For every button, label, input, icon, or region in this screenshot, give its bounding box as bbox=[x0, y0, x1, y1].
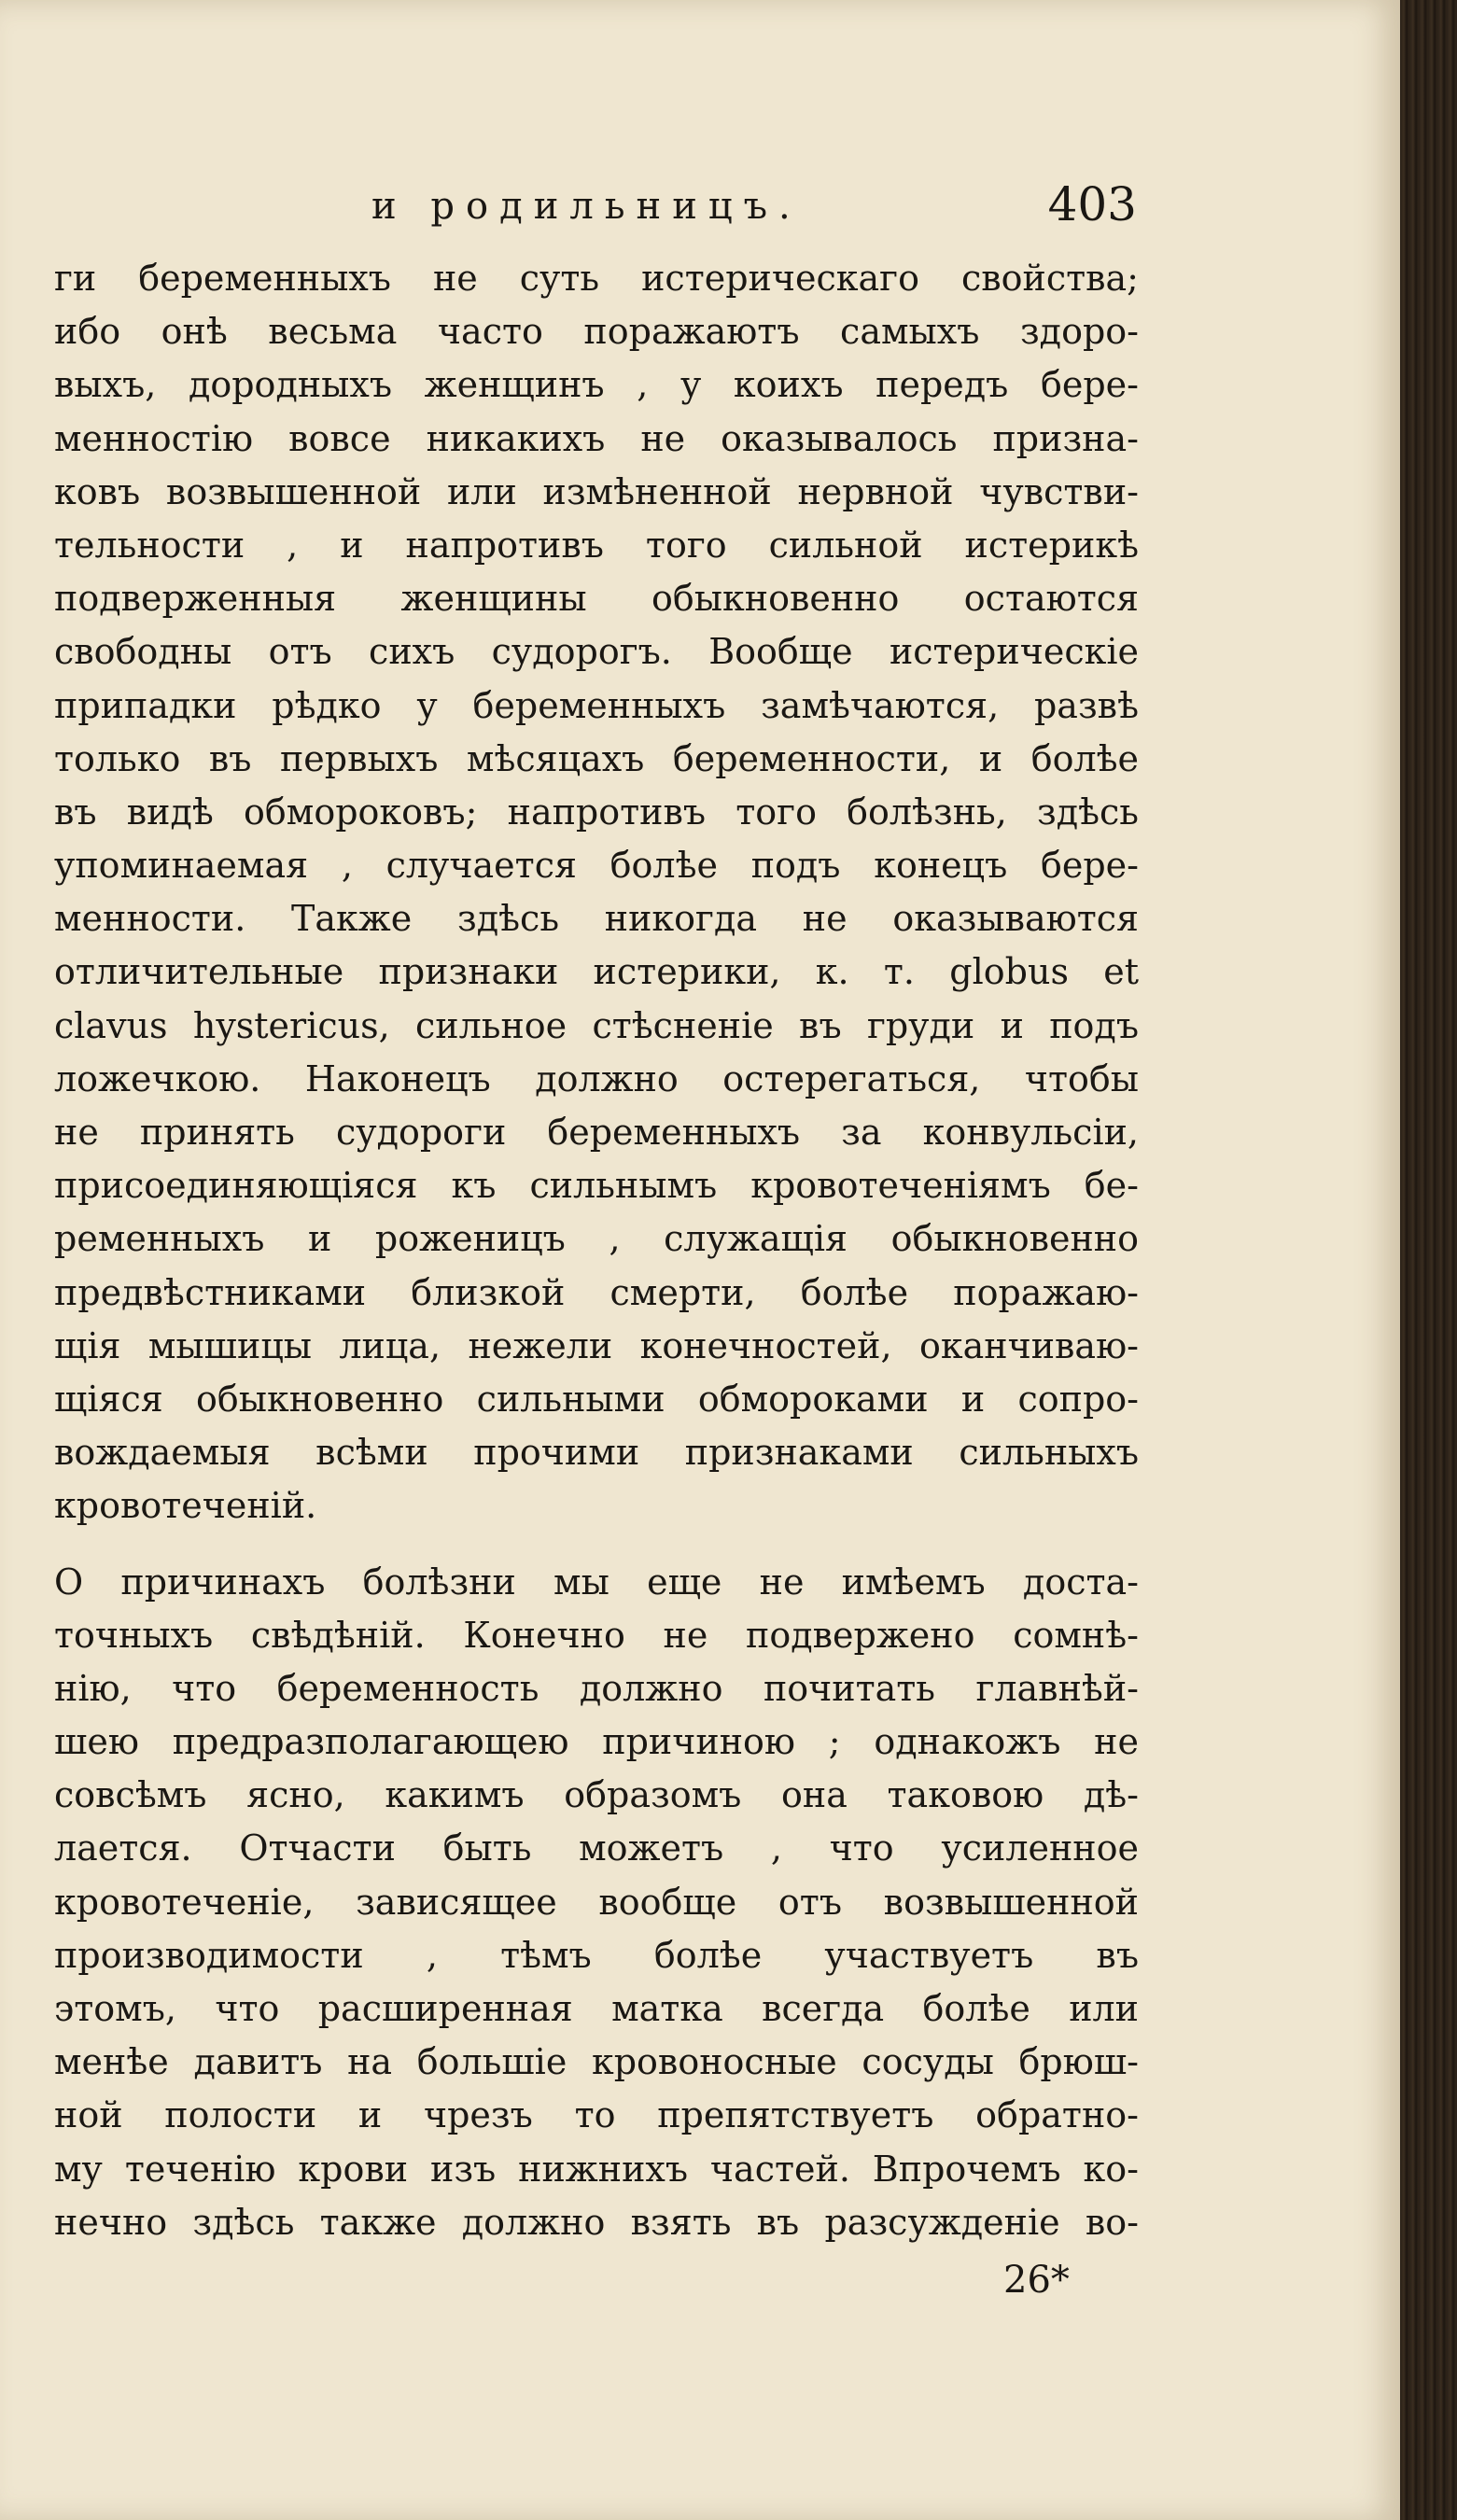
text-line: менности. Также здѣсь никогда не оказываются bbox=[54, 898, 1139, 940]
text-line: этомъ, что расширенная матка всегда болѣе или bbox=[54, 1988, 1139, 2029]
paragraph-2 bbox=[54, 1556, 1139, 2249]
text-line: кровотеченіе, зависящее вообще отъ возвышенной bbox=[54, 1881, 1139, 1923]
text-line: ложечкою. Наконецъ должно остерегаться, чтобы bbox=[54, 1057, 1139, 1099]
text-line: производимости , тѣмъ болѣе участвуетъ въ bbox=[54, 1934, 1139, 1976]
text-line: менѣе давитъ на большіе кровоносные сосуды брюш- bbox=[54, 2041, 1139, 2083]
text-line: менностію вовсе никакихъ не оказывалось призна- bbox=[54, 417, 1139, 459]
text-line: ковъ возвышенной или измѣненной нервной чувстви- bbox=[54, 470, 1139, 512]
text-line: ной полости и чрезъ то препятствуетъ обратно- bbox=[54, 2094, 1139, 2136]
text-line: О причинахъ болѣзни мы еще не имѣемъ доста- bbox=[54, 1561, 1139, 1603]
text-line: только въ первыхъ мѣсяцахъ беременности, и болѣе bbox=[54, 737, 1139, 779]
text-line: щія мышицы лица, нежели конечностей, оканчиваю- bbox=[54, 1324, 1139, 1366]
text-line: му теченію крови изъ нижнихъ частей. Впрочемъ ко- bbox=[54, 2148, 1139, 2190]
text-line: выхъ, дородныхъ женщинъ , у коихъ передъ бере- bbox=[54, 364, 1139, 406]
text-line: точныхъ свѣдѣній. Конечно не подвержено сомнѣ- bbox=[54, 1614, 1139, 1656]
text-line: предвѣстниками близкой смерти, болѣе поражаю- bbox=[54, 1271, 1139, 1313]
text-line: ременныхъ и роженицъ , служащія обыкновенно bbox=[54, 1218, 1139, 1260]
text-line: упоминаемая , случается болѣе подъ конецъ бере- bbox=[54, 845, 1139, 887]
signature-mark: 26* bbox=[1003, 2259, 1070, 2302]
text-line: ги беременныхъ не суть истерическаго свойства; bbox=[54, 258, 1139, 299]
text-line: въ видѣ обмороковъ; напротивъ того болѣзнь, здѣсь bbox=[54, 791, 1139, 833]
text-line: ибо онѣ весьма часто поражаютъ самыхъ здоро- bbox=[54, 311, 1139, 353]
body-text bbox=[54, 252, 1139, 2249]
text-line: отличительные признаки истерики, к. т. globus et bbox=[54, 951, 1139, 993]
text-line: присоединяющіяся къ сильнымъ кровотеченіямъ бе- bbox=[54, 1165, 1139, 1207]
running-head: и родильницъ. bbox=[371, 185, 802, 228]
text-line: clavus hystericus, сильное стѣсненіе въ груди и подъ bbox=[54, 1004, 1139, 1046]
page-number: 403 bbox=[1047, 177, 1137, 231]
text-line: вождаемыя всѣми прочими признаками сильныхъ bbox=[54, 1432, 1139, 1474]
text-line: не принять судороги беременныхъ за конвульсіи, bbox=[54, 1112, 1139, 1153]
text-line: совсѣмъ ясно, какимъ образомъ она таковою дѣ- bbox=[54, 1774, 1139, 1816]
text-line: лается. Отчасти быть можетъ , что усиленное bbox=[54, 1827, 1139, 1869]
text-line: щіяся обыкновенно сильными обмороками и сопро- bbox=[54, 1378, 1139, 1420]
text-line: свободны отъ сихъ судорогъ. Вообще истерическіе bbox=[54, 631, 1139, 673]
text-line: нечно здѣсь также должно взять въ разсужденіе во- bbox=[54, 2201, 1139, 2243]
text-line: нію, что беременность должно почитать главнѣй- bbox=[54, 1667, 1139, 1709]
text-line: припадки рѣдко у беременныхъ замѣчаются, развѣ bbox=[54, 684, 1139, 726]
paragraph-1 bbox=[54, 252, 1139, 1533]
text-line: тельности , и напротивъ того сильной истерикѣ bbox=[54, 524, 1139, 566]
page-header bbox=[54, 177, 1137, 241]
text-line: подверженныя женщины обыкновенно остаются bbox=[54, 578, 1139, 620]
book-binding-edge bbox=[1400, 0, 1457, 2520]
text-line: шею предразполагающею причиною ; однакожъ не bbox=[54, 1721, 1139, 1763]
text-line: кровотеченій. bbox=[54, 1485, 317, 1527]
